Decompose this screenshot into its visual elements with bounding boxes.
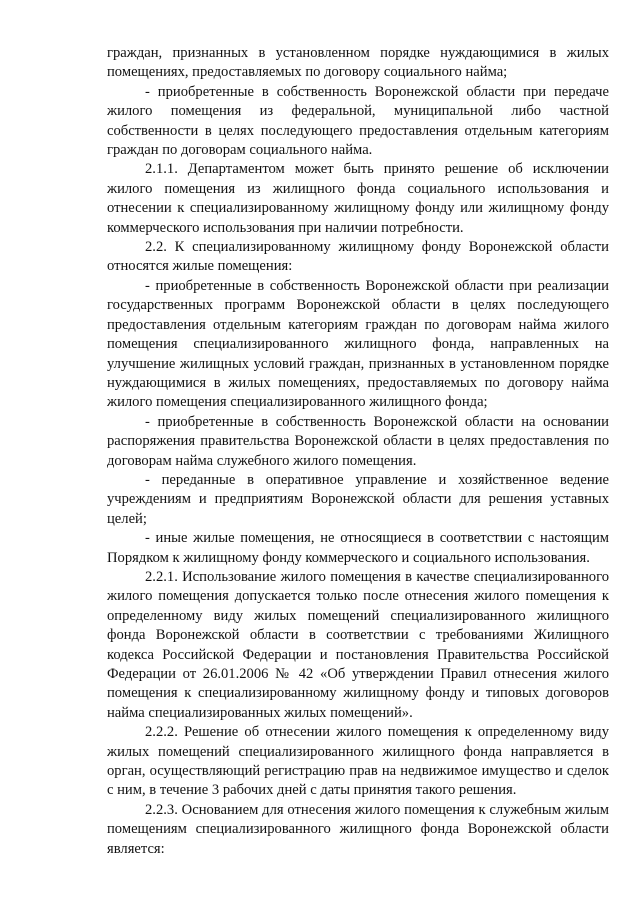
paragraph-2-2: 2.2. К специализированному жилищному фонду Воронежской области относятся жилые помещения:: [107, 239, 609, 275]
paragraph-list-item-operational: - переданные в оперативное управление и хозяйственное ведение учреждениям и предприятиям Воронежской области для решения уставных целей;: [107, 471, 609, 527]
paragraph-2-1-1: 2.1.1. Департаментом может быть принято решение об исключении жилого помещения из жилищного фонда социального использования и отнесении к специализированному жилищному фонду или жилищному фонду коммерческого использования при наличии потребности.: [107, 161, 609, 236]
paragraph-2-2-3: 2.2.3. Основанием для отнесения жилого помещения к служебным жилым помещениям специализированного жилищного фонда Воронежской области является:: [107, 801, 609, 857]
document-page: [107, 44, 609, 859]
paragraph-list-item-order: - приобретенные в собственность Воронежской области на основании распоряжения правительства Воронежской области в целях предоставления по договорам найма служебного жилого помещения.: [107, 413, 609, 469]
paragraph-2-2-1: 2.2.1. Использование жилого помещения в качестве специализированного жилого помещения допускается только после отнесения жилого помещения к определенному виду жилых помещений специализированного жилищного фонда Воронежской области в соответствии с требованиями Жилищного кодекса Российской Федерации и постановления Правительства Российской Федерации от 26.01.2006 № 42 «Об утверждении Правил отнесения жилого помещения к специализированному жилищному фонду и типовых договоров найма специализированных жилых помещений».: [107, 568, 609, 721]
paragraph-2-2-2: 2.2.2. Решение об отнесении жилого помещения к определенному виду жилых помещений специализированного жилищного фонда направляется в орган, осуществляющий регистрацию прав на недвижимое имущество и сделок с ним, в течение 3 рабочих дней с даты принятия такого решения.: [107, 724, 609, 799]
paragraph-list-item-programs: - приобретенные в собственность Воронежской области при реализации государственных программ Воронежской области в целях последующего предоставления отдельным категориям граждан по договорам найма жилого помещения специализированного жилищного фонда, направленных на улучшение жилищных условий граждан, признанных в установленном порядке нуждающимися в жилых помещениях, предоставляемых по договору найма жилого помещения специализированного жилищного фонда;: [107, 277, 609, 411]
paragraph-continuation: граждан, признанных в установленном порядке нуждающимися в жилых помещениях, предоставляемых по договору социального найма;: [107, 45, 609, 81]
paragraph-list-item-other: - иные жилые помещения, не относящиеся в соответствии с настоящим Порядком к жилищному фонду коммерческого и социального использования.: [107, 530, 609, 566]
paragraph-list-item-transfer: - приобретенные в собственность Воронежской области при передаче жилого помещения из федеральной, муниципальной либо частной собственности в целях последующего предоставления отдельным категориям граждан по договорам социального найма.: [107, 83, 609, 159]
